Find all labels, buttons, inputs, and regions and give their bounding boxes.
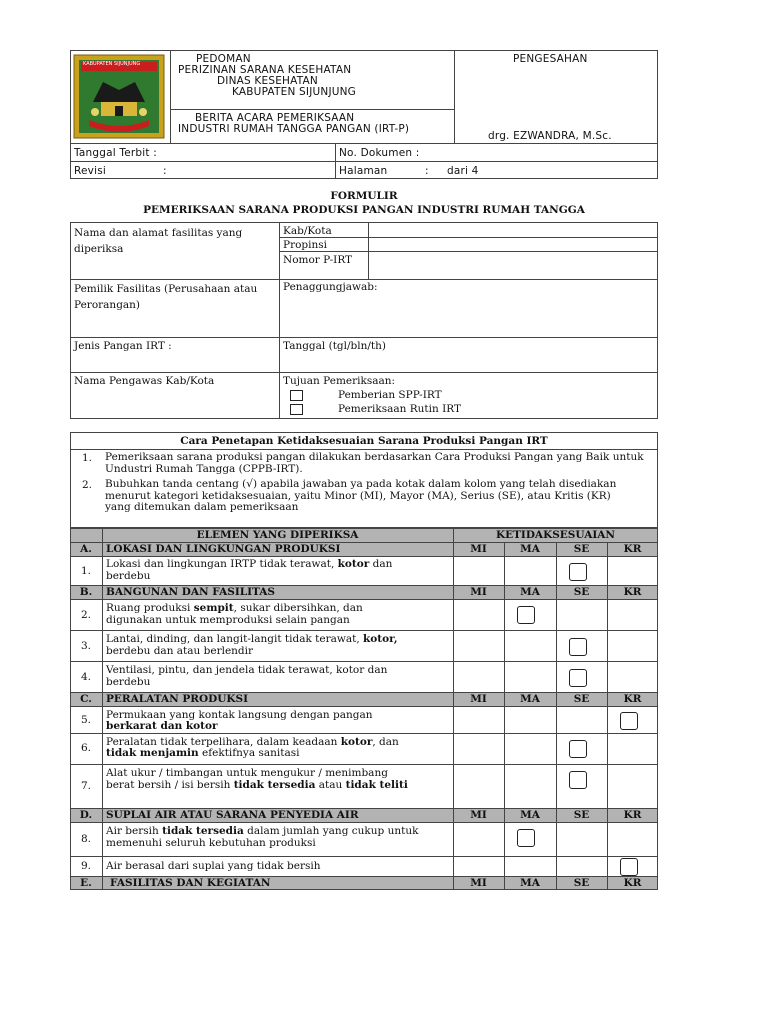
section-a-ma: MA bbox=[520, 543, 540, 555]
section-a-kr: KR bbox=[623, 543, 642, 555]
item-3-line1: Lantai, dinding, dan langit-langit tidak terawat, kotor, bbox=[106, 633, 398, 645]
section-b-letter: B. bbox=[79, 586, 93, 598]
item-9-line1: Air berasal dari suplai yang tidak bersih bbox=[106, 860, 321, 872]
section-b-ma: MA bbox=[520, 586, 540, 598]
header-elemen: ELEMEN YANG DIPERIKSA bbox=[196, 529, 359, 541]
item-2-line2: digunakan untuk memproduksi selain pangan bbox=[106, 614, 350, 626]
section-c-title: PERALATAN PRODUKSI bbox=[106, 693, 249, 705]
item-1-line2: berdebu bbox=[106, 570, 151, 582]
jenis-pangan-label: Jenis Pangan IRT : bbox=[74, 340, 172, 352]
section-d-ma: MA bbox=[520, 809, 540, 821]
item-4-line2: berdebu bbox=[106, 676, 151, 688]
section-a-letter: A. bbox=[80, 543, 92, 555]
section-d-mi: MI bbox=[470, 809, 487, 821]
section-a-se: SE bbox=[573, 543, 590, 555]
revisi-label: Revisi bbox=[74, 165, 107, 177]
tujuan-rutin-label: Pemeriksaan Rutin IRT bbox=[338, 403, 461, 415]
item-3-num: 3. bbox=[80, 640, 92, 652]
section-b-mi: MI bbox=[470, 586, 487, 598]
item-3-line2: berdebu dan atau berlendir bbox=[106, 645, 254, 657]
section-a-mi: MI bbox=[470, 543, 487, 555]
header-line-3: DINAS KESEHATAN bbox=[217, 75, 318, 87]
pengesahan-label: PENGESAHAN bbox=[513, 53, 588, 65]
section-e-kr: KR bbox=[623, 877, 642, 889]
cara-title: Cara Penetapan Ketidaksesuaian Sarana Produksi Pangan IRT bbox=[180, 435, 548, 447]
propinsi-label: Propinsi bbox=[283, 239, 327, 251]
cara-item-2-num: 2. bbox=[82, 479, 93, 491]
halaman-label: Halaman bbox=[339, 165, 388, 177]
item-8-ma-checkbox[interactable] bbox=[517, 829, 535, 847]
section-d-title: SUPLAI AIR ATAU SARANA PENYEDIA AIR bbox=[106, 809, 359, 821]
item-8-num: 8. bbox=[80, 833, 92, 845]
form-title: FORMULIR bbox=[330, 190, 398, 202]
item-8-line2: memenuhi seluruh kebutuhan produksi bbox=[106, 837, 316, 849]
item-2-num: 2. bbox=[80, 609, 92, 621]
item-5-line1: Permukaan yang kontak langsung dengan pangan bbox=[106, 709, 373, 721]
nama-pengawas-label: Nama Pengawas Kab/Kota bbox=[74, 375, 215, 387]
cara-item-1-text: Pemeriksaan sarana produksi pangan dilakukan berdasarkan Cara Produksi Pangan yang Baik untuk Undustri Rumah Tangga (CPPB-IRT). bbox=[105, 451, 644, 475]
item-3-se-checkbox[interactable] bbox=[569, 638, 587, 656]
section-d-letter: D. bbox=[79, 809, 93, 821]
item-8-line1: Air bersih tidak tersedia dalam jumlah yang cukup untuk bbox=[106, 825, 419, 837]
logo-banner-text: KABUPATEN SIJUNJUNG bbox=[83, 61, 141, 67]
item-5-kr-checkbox[interactable] bbox=[620, 712, 638, 730]
item-2-line1: Ruang produksi sempit, sukar dibersihkan, dan bbox=[106, 602, 363, 614]
berita-line-1: BERITA ACARA PEMERIKSAAN bbox=[195, 112, 355, 124]
no-dokumen-label: No. Dokumen : bbox=[339, 147, 420, 159]
section-c-ma: MA bbox=[520, 693, 540, 705]
section-e-ma: MA bbox=[520, 877, 540, 889]
header-line-4: KABUPATEN SIJUNJUNG bbox=[232, 86, 357, 98]
tujuan-rutin-checkbox[interactable] bbox=[290, 404, 303, 415]
section-c-letter: C. bbox=[80, 693, 92, 705]
tanggal-label: Tanggal (tgl/bln/th) bbox=[283, 340, 387, 352]
item-9-num: 9. bbox=[80, 860, 92, 872]
berita-line-2: INDUSTRI RUMAH TANGGA PANGAN (IRT-P) bbox=[178, 123, 410, 135]
section-d-se: SE bbox=[573, 809, 590, 821]
item-7-num: 7. bbox=[80, 780, 92, 792]
halaman-dari: dari 4 bbox=[447, 165, 479, 177]
section-c-mi: MI bbox=[470, 693, 487, 705]
item-7-line2: berat bersih / isi bersih tidak tersedia atau tidak teliti bbox=[106, 779, 408, 791]
section-c-se: SE bbox=[573, 693, 590, 705]
cara-item-2-text: Bubuhkan tanda centang (√) apabila jawaban ya pada kotak dalam kolom yang telah disediakan menurut kategori ketidaksesuaian, yaitu Minor (MI), Mayor (MA), Serius (SE), atau Kritis (KR) yang ditemukan dalam pemeriksaan bbox=[105, 478, 617, 513]
form-subtitle: PEMERIKSAAN SARANA PRODUKSI PANGAN INDUSTRI RUMAH TANGGA bbox=[143, 204, 585, 216]
item-7-line1: Alat ukur / timbangan untuk mengukur / menimbang bbox=[106, 767, 388, 779]
pemilik-label: Pemilik Fasilitas (Perusahaan atau Perorangan) bbox=[74, 283, 258, 311]
penanggung-label: Penaggungjawab: bbox=[283, 281, 378, 293]
section-e-letter: E. bbox=[80, 877, 92, 889]
item-6-num: 6. bbox=[80, 742, 92, 754]
item-4-num: 4. bbox=[80, 671, 92, 683]
section-b-title: BANGUNAN DAN FASILITAS bbox=[106, 586, 275, 598]
nomor-pirt-label: Nomor P-IRT bbox=[283, 254, 353, 266]
header-line-1: PEDOMAN bbox=[196, 53, 251, 65]
nama-alamat-label: Nama dan alamat fasilitas yang diperiksa bbox=[74, 227, 243, 255]
item-1-line1: Lokasi dan lingkungan IRTP tidak terawat, kotor dan bbox=[106, 558, 393, 570]
tujuan-spp-label: Pemberian SPP-IRT bbox=[338, 389, 442, 401]
item-5-num: 5. bbox=[80, 714, 92, 726]
section-d-kr: KR bbox=[623, 809, 642, 821]
tujuan-label: Tujuan Pemeriksaan: bbox=[283, 375, 396, 387]
regency-logo bbox=[73, 54, 165, 139]
section-e-mi: MI bbox=[470, 877, 487, 889]
section-e-title: FASILITAS DAN KEGIATAN bbox=[110, 877, 271, 889]
section-b-se: SE bbox=[573, 586, 590, 598]
item-2-ma-checkbox[interactable] bbox=[517, 606, 535, 624]
item-7-se-checkbox[interactable] bbox=[569, 771, 587, 789]
item-4-line1: Ventilasi, pintu, dan jendela tidak terawat, kotor dan bbox=[106, 664, 388, 676]
tujuan-spp-checkbox[interactable] bbox=[290, 390, 303, 401]
section-c-kr: KR bbox=[623, 693, 642, 705]
revisi-colon: : bbox=[163, 165, 167, 177]
item-5-line2: berkarat dan kotor bbox=[106, 720, 218, 732]
signer-name: drg. EZWANDRA, M.Sc. bbox=[488, 130, 612, 142]
cara-item-1-num: 1. bbox=[82, 452, 93, 464]
section-e-se: SE bbox=[573, 877, 590, 889]
tanggal-terbit-label: Tanggal Terbit : bbox=[74, 147, 157, 159]
section-a-title: LOKASI DAN LINGKUNGAN PRODUKSI bbox=[106, 543, 341, 555]
item-1-num: 1. bbox=[80, 565, 92, 577]
halaman-colon: : bbox=[425, 165, 429, 177]
section-b-kr: KR bbox=[623, 586, 642, 598]
item-9-kr-checkbox[interactable] bbox=[620, 858, 638, 876]
item-6-line1: Peralatan tidak terpelihara, dalam keadaan kotor, dan bbox=[106, 736, 399, 748]
item-1-se-checkbox[interactable] bbox=[569, 563, 587, 581]
kab-kota-label: Kab/Kota bbox=[283, 225, 332, 237]
item-6-line2: tidak menjamin efektifnya sanitasi bbox=[106, 747, 300, 759]
item-4-se-checkbox[interactable] bbox=[569, 669, 587, 687]
header-line-2: PERIZINAN SARANA KESEHATAN bbox=[178, 64, 352, 76]
item-6-se-checkbox[interactable] bbox=[569, 740, 587, 758]
header-ketidaksesuaian: KETIDAKSESUAIAN bbox=[495, 529, 616, 541]
